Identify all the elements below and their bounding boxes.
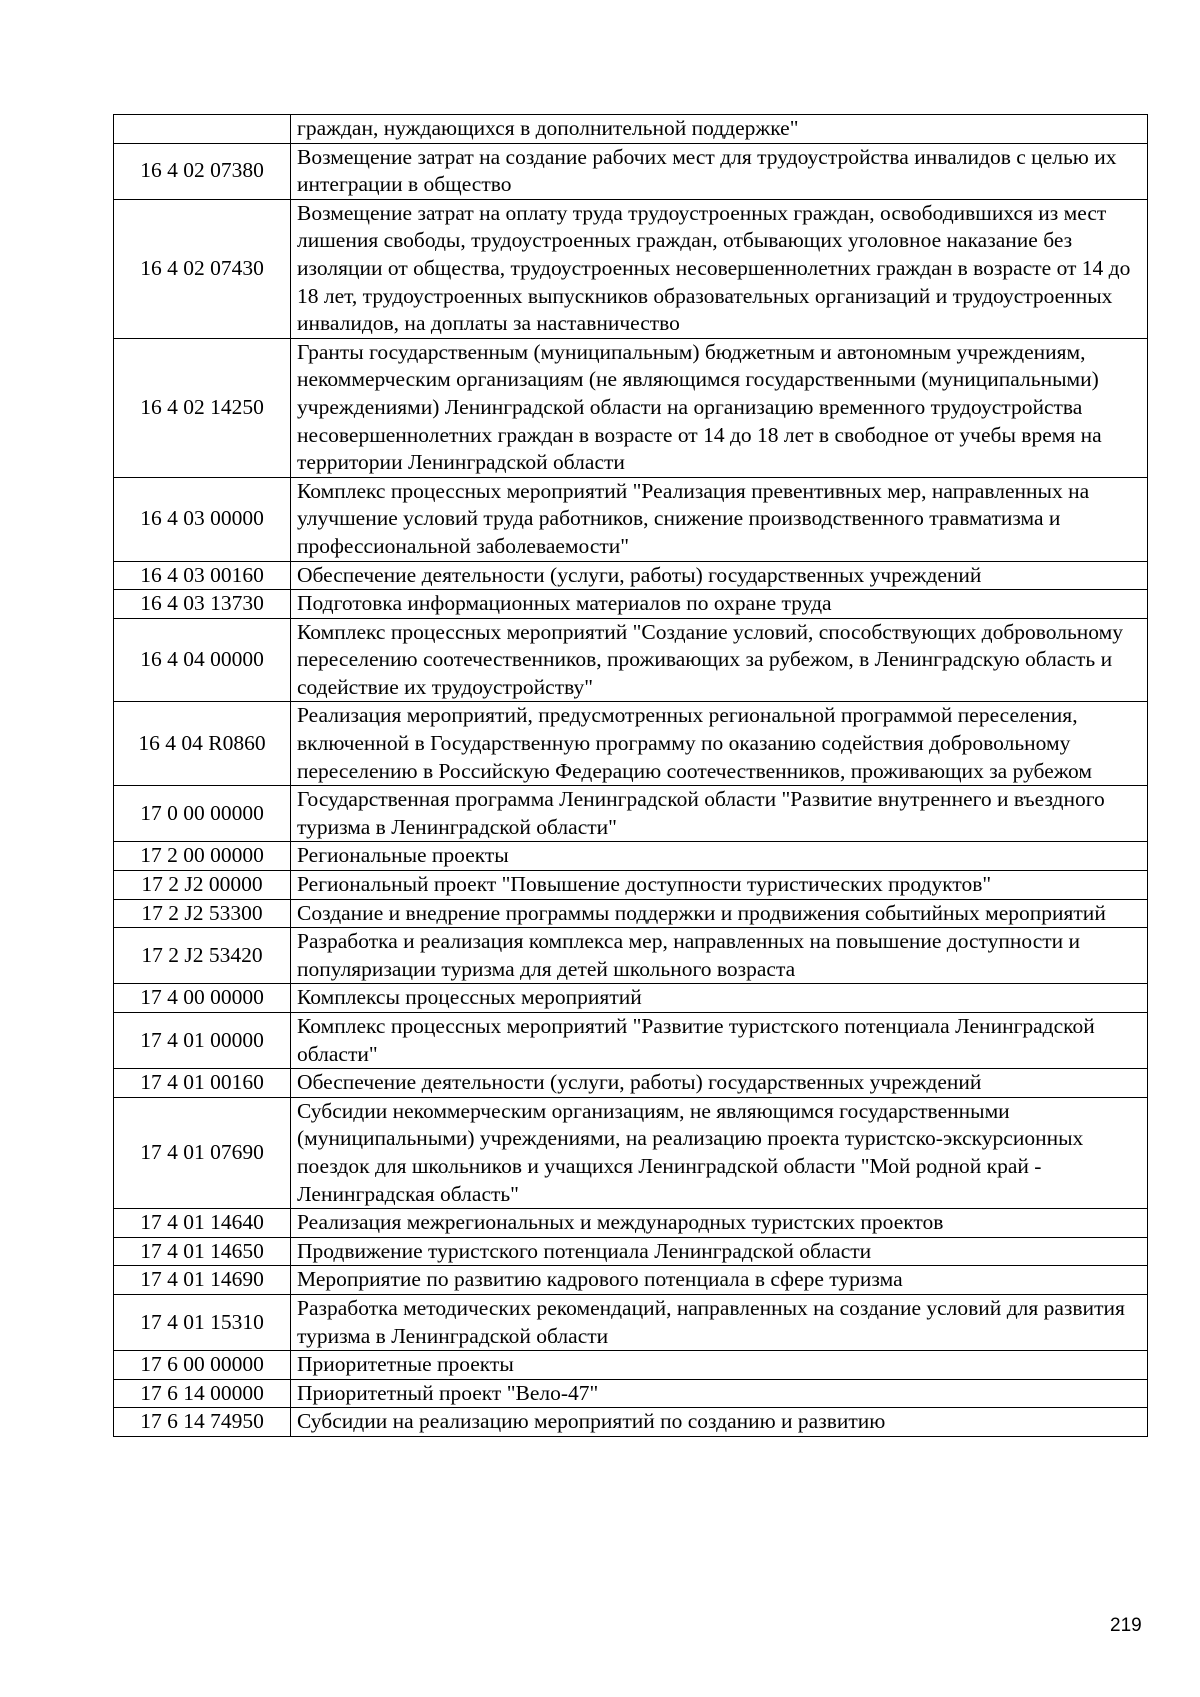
classification-code: 17 4 01 15310: [114, 1294, 291, 1350]
expense-description: Обеспечение деятельности (услуги, работы) государственных учреждений: [291, 1069, 1148, 1098]
classification-code: 17 6 14 00000: [114, 1379, 291, 1408]
expense-description: Комплексы процессных мероприятий: [291, 984, 1148, 1013]
expense-description: Возмещение затрат на оплату труда трудоустроенных граждан, освободившихся из мест лишения свободы, трудоустроенных граждан, отбывающих уголовное наказание без изоляции от общества, трудоустроенных несовершеннолетних граждан в возрасте от 14 до 18 лет, трудоустроенных выпускников образовательных организаций и трудоустроенных инвалидов, на доплаты за наставничество: [291, 199, 1148, 338]
table-row: [114, 618, 1148, 702]
classification-code: 17 4 00 00000: [114, 984, 291, 1013]
table-row: [114, 1351, 1148, 1380]
table-row: [114, 702, 1148, 786]
page-number: 219: [1110, 1615, 1142, 1636]
expense-description: Региональные проекты: [291, 842, 1148, 871]
classification-code: 17 4 01 14690: [114, 1266, 291, 1295]
expense-description: Субсидии на реализацию мероприятий по созданию и развитию: [291, 1408, 1148, 1437]
classification-code: [114, 115, 291, 144]
expense-description: Продвижение туристского потенциала Ленинградской области: [291, 1237, 1148, 1266]
table-row: [114, 786, 1148, 842]
expense-description: Разработка методических рекомендаций, направленных на создание условий для развития туризма в Ленинградской области: [291, 1294, 1148, 1350]
expense-description: Возмещение затрат на создание рабочих мест для трудоустройства инвалидов с целью их интеграции в общество: [291, 143, 1148, 199]
classification-code: 17 2 J2 00000: [114, 871, 291, 900]
expense-description: Разработка и реализация комплекса мер, направленных на повышение доступности и популяризации туризма для детей школьного возраста: [291, 928, 1148, 984]
classification-code: 16 4 02 14250: [114, 338, 291, 477]
classification-code: 17 2 J2 53300: [114, 899, 291, 928]
table-row: [114, 338, 1148, 477]
table-row: [114, 561, 1148, 590]
classification-code: 17 6 00 00000: [114, 1351, 291, 1380]
expense-description: Мероприятие по развитию кадрового потенциала в сфере туризма: [291, 1266, 1148, 1295]
classification-code: 16 4 03 00000: [114, 477, 291, 561]
table-row: [114, 842, 1148, 871]
expense-description: Комплекс процессных мероприятий "Реализация превентивных мер, направленных на улучшение условий труда работников, снижение производственного травматизма и профессиональной заболеваемости": [291, 477, 1148, 561]
table-row: [114, 1294, 1148, 1350]
expense-description: Подготовка информационных материалов по охране труда: [291, 590, 1148, 619]
classification-code: 17 6 14 74950: [114, 1408, 291, 1437]
expense-description: Обеспечение деятельности (услуги, работы) государственных учреждений: [291, 561, 1148, 590]
expense-description: Субсидии некоммерческим организациям, не являющимся государственными (муниципальными) учреждениями, на реализацию проекта туристско-экскурсионных поездок для школьников и учащихся Ленинградской области "Мой родной край - Ленинградская область": [291, 1097, 1148, 1208]
table-row: [114, 928, 1148, 984]
table-row: [114, 590, 1148, 619]
classification-code: 17 0 00 00000: [114, 786, 291, 842]
classification-code: 17 4 01 00160: [114, 1069, 291, 1098]
table-row: [114, 1266, 1148, 1295]
table-row: [114, 1069, 1148, 1098]
table-row: [114, 1209, 1148, 1238]
expense-description: Реализация мероприятий, предусмотренных региональной программой переселения, включенной в Государственную программу по оказанию содействия добровольному переселению в Российскую Федерацию соотечественников, проживающих за рубежом: [291, 702, 1148, 786]
table-row: [114, 199, 1148, 338]
classification-code: 17 2 J2 53420: [114, 928, 291, 984]
table-row: [114, 143, 1148, 199]
table-row: [114, 115, 1148, 144]
expense-description: Государственная программа Ленинградской области "Развитие внутреннего и въездного туризма в Ленинградской области": [291, 786, 1148, 842]
expense-description: Реализация межрегиональных и международных туристских проектов: [291, 1209, 1148, 1238]
classification-code: 17 4 01 14640: [114, 1209, 291, 1238]
expense-description: Создание и внедрение программы поддержки и продвижения событийных мероприятий: [291, 899, 1148, 928]
table-row: [114, 871, 1148, 900]
classification-code: 16 4 03 13730: [114, 590, 291, 619]
table-row: [114, 1013, 1148, 1069]
table-row: [114, 1097, 1148, 1208]
expense-description: граждан, нуждающихся в дополнительной поддержке": [291, 115, 1148, 144]
expense-description: Комплекс процессных мероприятий "Создание условий, способствующих добровольному переселению соотечественников, проживающих за рубежом, в Ленинградскую область и содействие их трудоустройству": [291, 618, 1148, 702]
classification-code: 17 4 01 00000: [114, 1013, 291, 1069]
budget-classification-table: [113, 114, 1148, 1437]
classification-code: 16 4 02 07430: [114, 199, 291, 338]
classification-code: 17 2 00 00000: [114, 842, 291, 871]
table-body: [114, 115, 1148, 1437]
table-row: [114, 1237, 1148, 1266]
table-row: [114, 477, 1148, 561]
classification-code: 16 4 04 00000: [114, 618, 291, 702]
expense-description: Приоритетный проект "Вело-47": [291, 1379, 1148, 1408]
classification-code: 16 4 04 R0860: [114, 702, 291, 786]
classification-code: 17 4 01 14650: [114, 1237, 291, 1266]
table-row: [114, 1408, 1148, 1437]
table-row: [114, 899, 1148, 928]
expense-description: Комплекс процессных мероприятий "Развитие туристского потенциала Ленинградской области": [291, 1013, 1148, 1069]
expense-description: Приоритетные проекты: [291, 1351, 1148, 1380]
classification-code: 16 4 02 07380: [114, 143, 291, 199]
table-row: [114, 984, 1148, 1013]
classification-code: 17 4 01 07690: [114, 1097, 291, 1208]
table-row: [114, 1379, 1148, 1408]
expense-description: Гранты государственным (муниципальным) бюджетным и автономным учреждениям, некоммерческим организациям (не являющимся государственными (муниципальными) учреждениями) Ленинградской области на организацию временного трудоустройства несовершеннолетних граждан в возрасте от 14 до 18 лет в свободное от учебы время на территории Ленинградской области: [291, 338, 1148, 477]
classification-code: 16 4 03 00160: [114, 561, 291, 590]
expense-description: Региональный проект "Повышение доступности туристических продуктов": [291, 871, 1148, 900]
